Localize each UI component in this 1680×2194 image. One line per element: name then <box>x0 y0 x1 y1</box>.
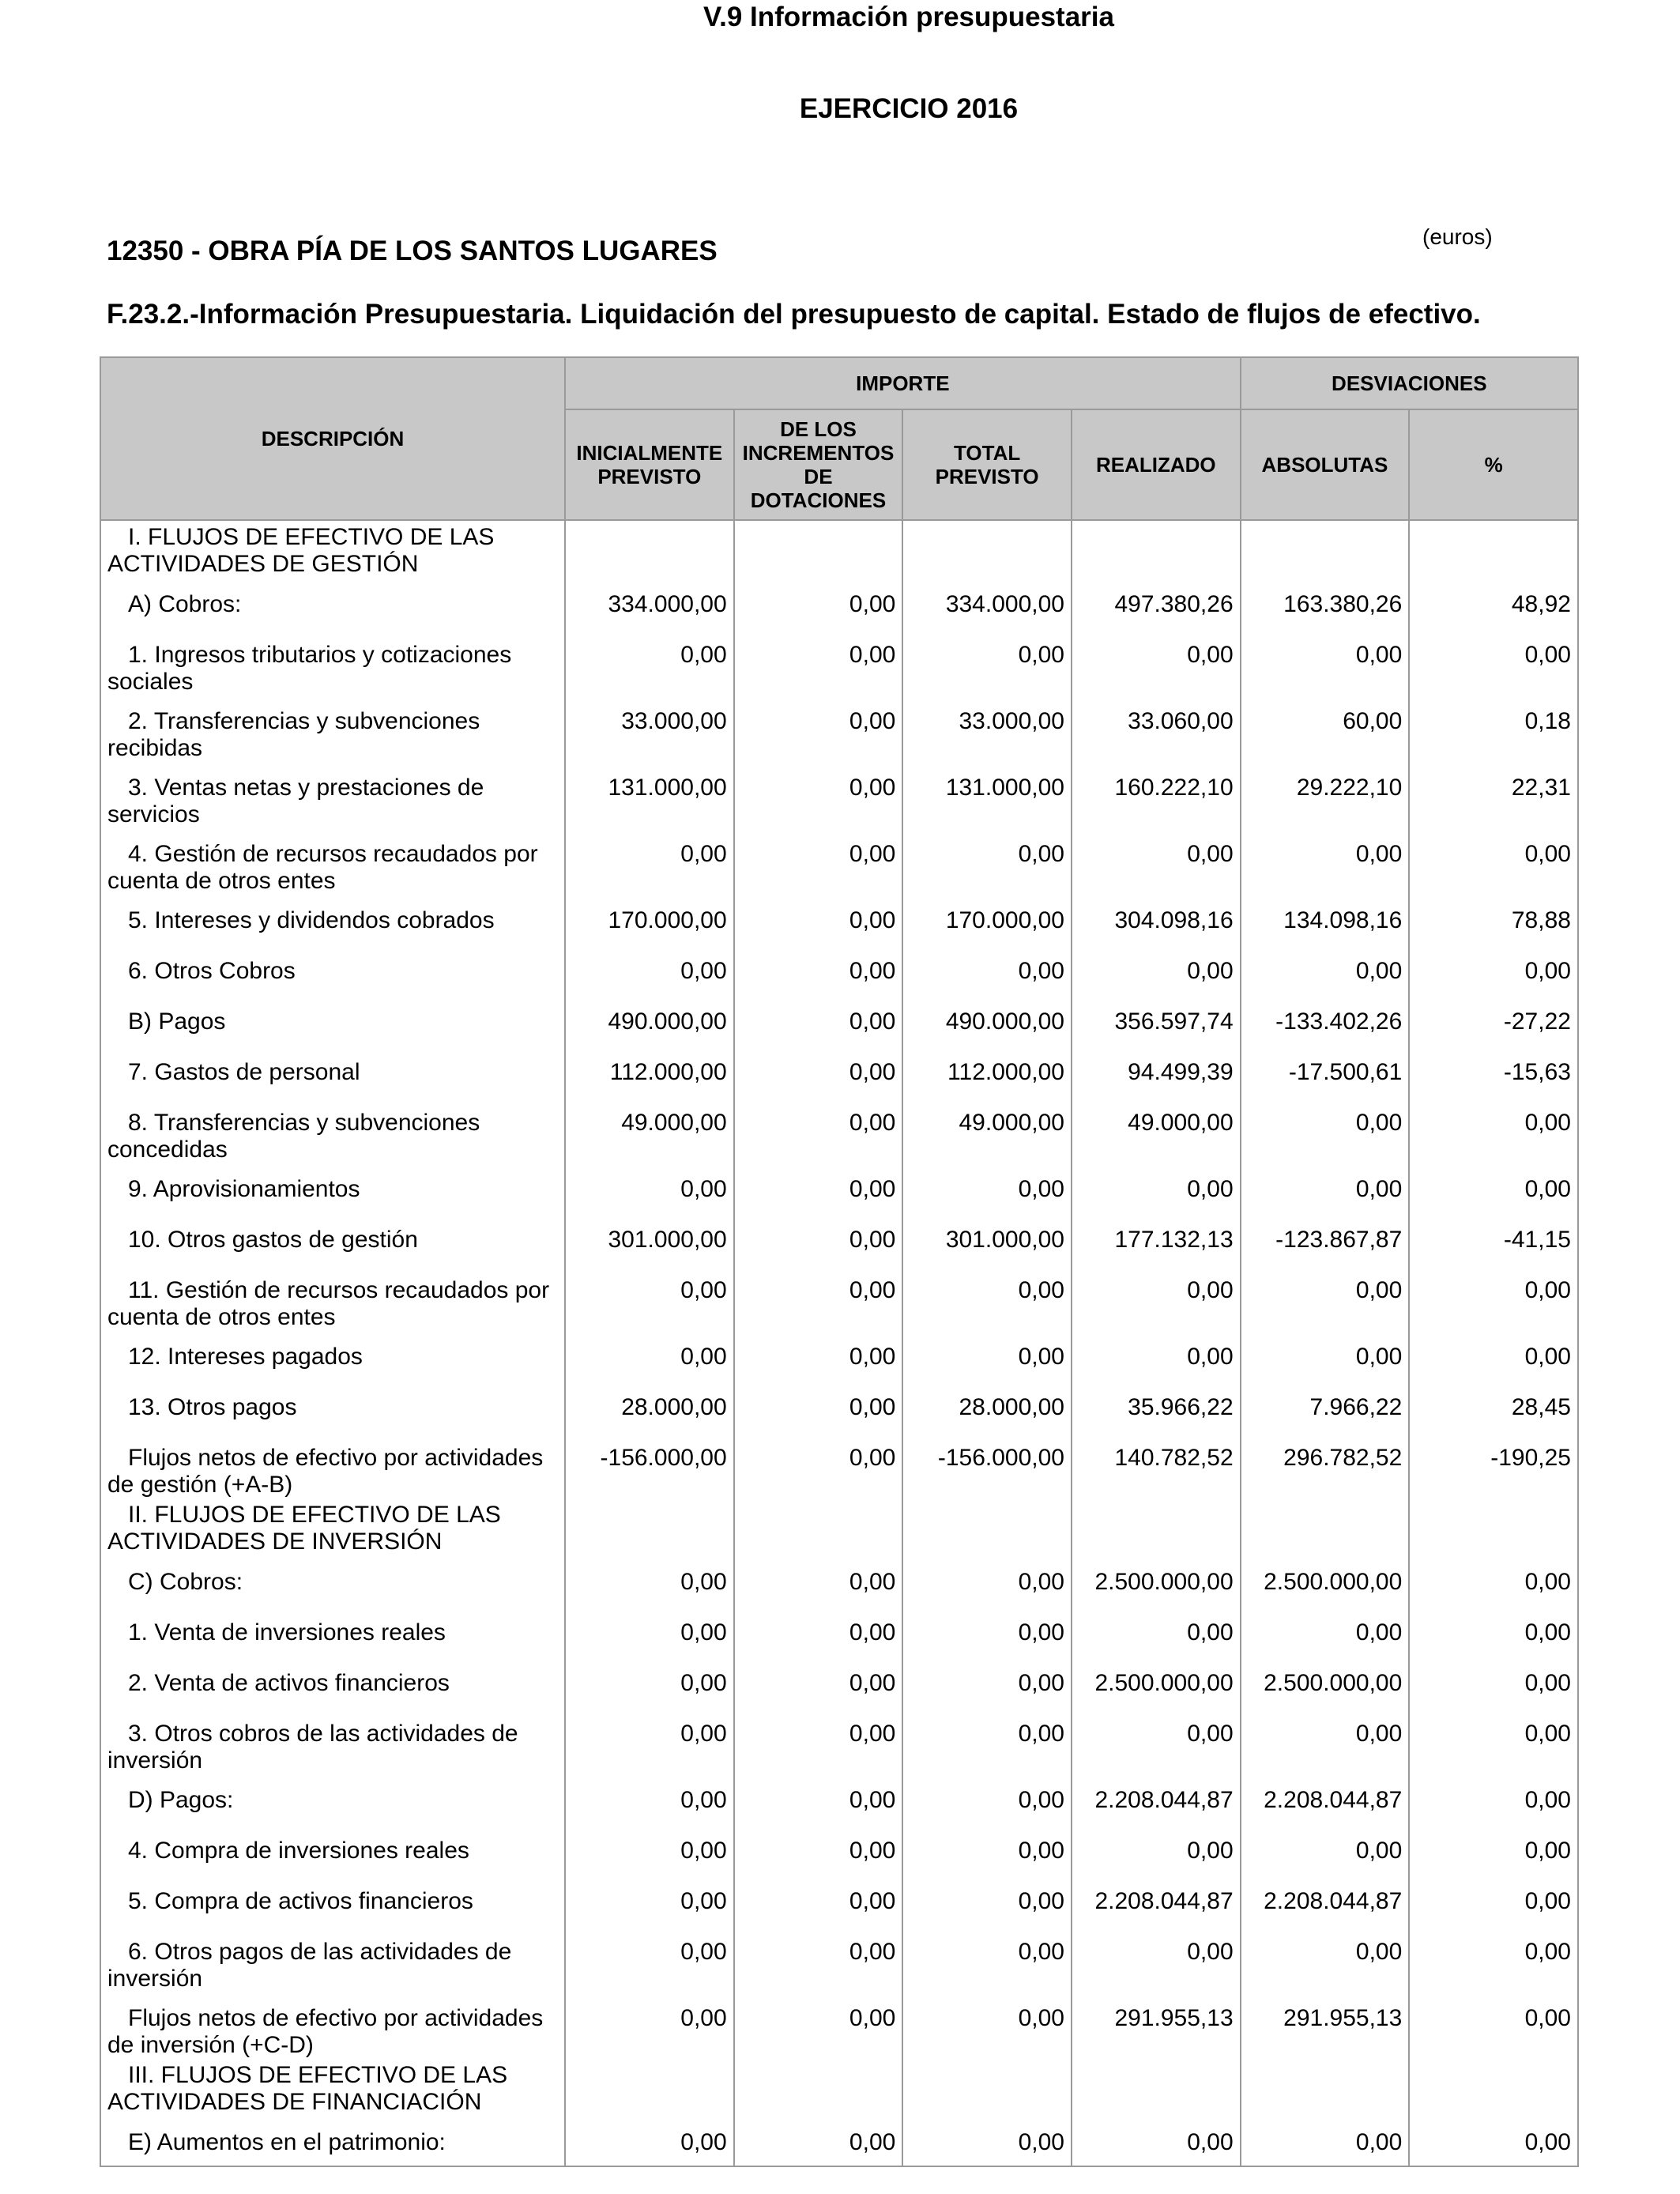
total-cell: 33.000,00 <box>902 696 1072 762</box>
percent-cell: 0,18 <box>1409 696 1578 762</box>
absolute-cell: -133.402,26 <box>1241 996 1410 1046</box>
table-row <box>100 579 1578 629</box>
table-row <box>100 945 1578 996</box>
realized-cell: 497.380,26 <box>1072 579 1241 629</box>
header-absolute: ABSOLUTAS <box>1241 409 1410 520</box>
description-cell <box>100 1607 565 1657</box>
initial-cell: 0,00 <box>565 1265 734 1331</box>
table-row <box>100 1432 1578 1498</box>
realized-cell: 49.000,00 <box>1072 1097 1241 1163</box>
increments-cell: 0,00 <box>734 1825 903 1875</box>
description-line-1: 2. Venta de activos financieros <box>128 1670 450 1696</box>
description-line-1: Flujos netos de efectivo por actividades <box>128 1445 544 1471</box>
table-row <box>100 1265 1578 1331</box>
realized-cell: 0,00 <box>1072 1163 1241 1214</box>
total-cell: 28.000,00 <box>902 1382 1072 1432</box>
absolute-cell: 0,00 <box>1241 1708 1410 1774</box>
percent-cell: 0,00 <box>1409 1163 1578 1214</box>
absolute-cell: 0,00 <box>1241 1926 1410 1992</box>
realized-cell: 2.208.044,87 <box>1072 1875 1241 1926</box>
realized-cell: 2.500.000,00 <box>1072 1556 1241 1607</box>
table-row <box>100 1214 1578 1265</box>
initial-cell: 334.000,00 <box>565 579 734 629</box>
absolute-cell: 0,00 <box>1241 1607 1410 1657</box>
currency-unit: (euros) <box>1422 224 1493 249</box>
absolute-cell: 163.380,26 <box>1241 579 1410 629</box>
header-percent: % <box>1409 409 1578 520</box>
header-realized: REALIZADO <box>1072 409 1241 520</box>
table-row <box>100 1657 1578 1708</box>
initial-cell: 490.000,00 <box>565 996 734 1046</box>
increments-cell: 0,00 <box>734 1926 903 1992</box>
initial-cell: 33.000,00 <box>565 696 734 762</box>
increments-cell: 0,00 <box>734 2117 903 2166</box>
increments-cell: 0,00 <box>734 895 903 945</box>
realized-cell: 94.499,39 <box>1072 1046 1241 1097</box>
percent-cell: 0,00 <box>1409 945 1578 996</box>
description-cell <box>100 1163 565 1214</box>
description-line-2: de gestión (+A-B) <box>107 1472 293 1498</box>
description-cell <box>100 696 565 762</box>
table-row <box>100 1097 1578 1163</box>
increments-cell: 0,00 <box>734 1992 903 2059</box>
description-cell <box>100 1382 565 1432</box>
absolute-cell <box>1241 1498 1410 1556</box>
percent-cell: 0,00 <box>1409 629 1578 696</box>
increments-cell: 0,00 <box>734 1432 903 1498</box>
table-body <box>100 520 1578 2166</box>
description-line-2: ACTIVIDADES DE FINANCIACIÓN <box>107 2089 482 2115</box>
percent-cell: 0,00 <box>1409 1825 1578 1875</box>
realized-cell: 0,00 <box>1072 828 1241 895</box>
description-line-1: 6. Otros pagos de las actividades de <box>128 1939 512 1965</box>
total-cell: 0,00 <box>902 1875 1072 1926</box>
description-cell <box>100 945 565 996</box>
increments-cell: 0,00 <box>734 828 903 895</box>
absolute-cell: 0,00 <box>1241 1825 1410 1875</box>
percent-cell: 0,00 <box>1409 1657 1578 1708</box>
percent-cell: 0,00 <box>1409 1708 1578 1774</box>
description-line-1: 10. Otros gastos de gestión <box>128 1227 418 1253</box>
table-row <box>100 1331 1578 1382</box>
cash-flow-table <box>100 356 1579 2167</box>
table-row <box>100 1556 1578 1607</box>
total-cell: 0,00 <box>902 1331 1072 1382</box>
description-line-1: 13. Otros pagos <box>128 1394 297 1420</box>
table-row <box>100 1825 1578 1875</box>
table-row <box>100 696 1578 762</box>
increments-cell: 0,00 <box>734 1382 903 1432</box>
increments-cell: 0,00 <box>734 1875 903 1926</box>
description-line-1: 1. Ingresos tributarios y cotizaciones <box>128 642 512 668</box>
absolute-cell: -123.867,87 <box>1241 1214 1410 1265</box>
initial-cell: 0,00 <box>565 1607 734 1657</box>
total-cell: 301.000,00 <box>902 1214 1072 1265</box>
description-cell <box>100 520 565 579</box>
description-line-1: 6. Otros Cobros <box>128 958 296 984</box>
description-cell <box>100 1097 565 1163</box>
absolute-cell: 291.955,13 <box>1241 1992 1410 2059</box>
absolute-cell: 0,00 <box>1241 945 1410 996</box>
description-line-1: III. FLUJOS DE EFECTIVO DE LAS <box>128 2062 508 2088</box>
total-cell: 0,00 <box>902 1163 1072 1214</box>
description-line-1: 3. Ventas netas y prestaciones de <box>128 775 484 801</box>
description-line-2: cuenta de otros entes <box>107 1304 336 1330</box>
realized-cell: 0,00 <box>1072 1708 1241 1774</box>
increments-cell <box>734 1498 903 1556</box>
realized-cell: 0,00 <box>1072 629 1241 696</box>
description-line-1: A) Cobros: <box>128 591 242 617</box>
percent-cell: 0,00 <box>1409 1992 1578 2059</box>
total-cell: 0,00 <box>902 945 1072 996</box>
realized-cell: 33.060,00 <box>1072 696 1241 762</box>
percent-cell: -27,22 <box>1409 996 1578 1046</box>
table-row <box>100 1163 1578 1214</box>
absolute-cell: 29.222,10 <box>1241 762 1410 828</box>
description-cell <box>100 828 565 895</box>
initial-cell: 0,00 <box>565 1774 734 1825</box>
entity-name: 12350 - OBRA PÍA DE LOS SANTOS LUGARES <box>107 236 718 266</box>
description-line-1: 11. Gestión de recursos recaudados por <box>128 1277 550 1303</box>
total-cell: 0,00 <box>902 828 1072 895</box>
initial-cell: 28.000,00 <box>565 1382 734 1432</box>
initial-cell: 131.000,00 <box>565 762 734 828</box>
description-line-2: inversión <box>107 1747 203 1774</box>
description-cell <box>100 1875 565 1926</box>
increments-cell <box>734 2059 903 2117</box>
absolute-cell: 0,00 <box>1241 1163 1410 1214</box>
description-line-1: 9. Aprovisionamientos <box>128 1176 360 1202</box>
description-cell <box>100 1331 565 1382</box>
absolute-cell: 134.098,16 <box>1241 895 1410 945</box>
percent-cell: 0,00 <box>1409 1926 1578 1992</box>
header-description: DESCRIPCIÓN <box>100 357 565 520</box>
description-line-1: B) Pagos <box>128 1008 226 1035</box>
percent-cell: 22,31 <box>1409 762 1578 828</box>
total-cell: 0,00 <box>902 629 1072 696</box>
percent-cell: 0,00 <box>1409 1265 1578 1331</box>
increments-cell: 0,00 <box>734 696 903 762</box>
increments-cell <box>734 520 903 579</box>
total-cell: 0,00 <box>902 1607 1072 1657</box>
realized-cell: 2.208.044,87 <box>1072 1774 1241 1825</box>
section-row <box>100 520 1578 579</box>
description-line-1: 5. Intereses y dividendos cobrados <box>128 907 495 933</box>
fiscal-year-title: EJERCICIO 2016 <box>799 93 1019 124</box>
realized-cell: 304.098,16 <box>1072 895 1241 945</box>
initial-cell: 301.000,00 <box>565 1214 734 1265</box>
initial-cell: 0,00 <box>565 1875 734 1926</box>
table-row <box>100 1382 1578 1432</box>
percent-cell: 78,88 <box>1409 895 1578 945</box>
percent-cell: 0,00 <box>1409 1097 1578 1163</box>
percent-cell <box>1409 1498 1578 1556</box>
total-cell <box>902 520 1072 579</box>
description-cell <box>100 762 565 828</box>
total-cell: 0,00 <box>902 1825 1072 1875</box>
description-cell <box>100 2059 565 2117</box>
increments-cell: 0,00 <box>734 1708 903 1774</box>
realized-cell: 291.955,13 <box>1072 1992 1241 2059</box>
realized-cell <box>1072 1498 1241 1556</box>
absolute-cell: 2.208.044,87 <box>1241 1875 1410 1926</box>
initial-cell <box>565 520 734 579</box>
total-cell: 490.000,00 <box>902 996 1072 1046</box>
total-cell: 0,00 <box>902 1926 1072 1992</box>
increments-cell: 0,00 <box>734 1265 903 1331</box>
description-cell <box>100 1046 565 1097</box>
initial-cell: 0,00 <box>565 1657 734 1708</box>
initial-cell: -156.000,00 <box>565 1432 734 1498</box>
increments-cell: 0,00 <box>734 629 903 696</box>
initial-cell: 0,00 <box>565 828 734 895</box>
description-cell <box>100 2117 565 2166</box>
description-cell <box>100 1657 565 1708</box>
description-cell <box>100 1774 565 1825</box>
table-row <box>100 1607 1578 1657</box>
percent-cell: 0,00 <box>1409 1331 1578 1382</box>
initial-cell: 0,00 <box>565 1163 734 1214</box>
realized-cell: 160.222,10 <box>1072 762 1241 828</box>
absolute-cell: 2.208.044,87 <box>1241 1774 1410 1825</box>
table-row <box>100 1708 1578 1774</box>
table-row <box>100 996 1578 1046</box>
absolute-cell <box>1241 520 1410 579</box>
description-cell <box>100 629 565 696</box>
total-cell: -156.000,00 <box>902 1432 1072 1498</box>
increments-cell: 0,00 <box>734 1046 903 1097</box>
total-cell: 0,00 <box>902 1265 1072 1331</box>
description-line-2: servicios <box>107 801 200 827</box>
increments-cell: 0,00 <box>734 1331 903 1382</box>
description-line-2: ACTIVIDADES DE GESTIÓN <box>107 551 419 577</box>
increments-cell: 0,00 <box>734 996 903 1046</box>
increments-cell: 0,00 <box>734 579 903 629</box>
table-row <box>100 828 1578 895</box>
increments-cell: 0,00 <box>734 762 903 828</box>
percent-cell: -15,63 <box>1409 1046 1578 1097</box>
description-line-1: 3. Otros cobros de las actividades de <box>128 1721 518 1747</box>
description-line-2: ACTIVIDADES DE INVERSIÓN <box>107 1529 443 1555</box>
description-cell <box>100 1556 565 1607</box>
realized-cell: 0,00 <box>1072 2117 1241 2166</box>
initial-cell: 0,00 <box>565 1708 734 1774</box>
description-line-1: D) Pagos: <box>128 1787 234 1813</box>
increments-cell: 0,00 <box>734 1774 903 1825</box>
percent-cell: 0,00 <box>1409 1875 1578 1926</box>
header-amount-group: IMPORTE <box>565 357 1241 409</box>
description-line-2: sociales <box>107 669 194 695</box>
absolute-cell: 0,00 <box>1241 828 1410 895</box>
initial-cell <box>565 2059 734 2117</box>
header-initial: INICIALMENTE PREVISTO <box>565 409 734 520</box>
realized-cell: 140.782,52 <box>1072 1432 1241 1498</box>
absolute-cell: 296.782,52 <box>1241 1432 1410 1498</box>
initial-cell: 0,00 <box>565 1926 734 1992</box>
section-row <box>100 2059 1578 2117</box>
initial-cell: 170.000,00 <box>565 895 734 945</box>
section-row <box>100 1498 1578 1556</box>
realized-cell <box>1072 2059 1241 2117</box>
increments-cell: 0,00 <box>734 1657 903 1708</box>
description-cell <box>100 1498 565 1556</box>
realized-cell <box>1072 520 1241 579</box>
percent-cell: -41,15 <box>1409 1214 1578 1265</box>
initial-cell: 0,00 <box>565 945 734 996</box>
description-line-1: 8. Transferencias y subvenciones <box>128 1110 480 1136</box>
description-cell <box>100 1926 565 1992</box>
increments-cell: 0,00 <box>734 1163 903 1214</box>
realized-cell: 0,00 <box>1072 1607 1241 1657</box>
total-cell: 131.000,00 <box>902 762 1072 828</box>
total-cell: 0,00 <box>902 1556 1072 1607</box>
realized-cell: 0,00 <box>1072 1265 1241 1331</box>
description-cell <box>100 1432 565 1498</box>
total-cell <box>902 2059 1072 2117</box>
increments-cell: 0,00 <box>734 1556 903 1607</box>
absolute-cell: 0,00 <box>1241 1265 1410 1331</box>
increments-cell: 0,00 <box>734 945 903 996</box>
description-cell <box>100 1214 565 1265</box>
description-line-1: 4. Gestión de recursos recaudados por <box>128 841 538 867</box>
table-row <box>100 1875 1578 1926</box>
absolute-cell: 2.500.000,00 <box>1241 1556 1410 1607</box>
absolute-cell: 0,00 <box>1241 1097 1410 1163</box>
absolute-cell: 0,00 <box>1241 629 1410 696</box>
initial-cell: 0,00 <box>565 1992 734 2059</box>
initial-cell: 0,00 <box>565 1331 734 1382</box>
table-row <box>100 1992 1578 2059</box>
description-line-1: E) Aumentos en el patrimonio: <box>128 2129 446 2155</box>
percent-cell: 0,00 <box>1409 1774 1578 1825</box>
table-row <box>100 1774 1578 1825</box>
header-increments: DE LOS INCREMENTOS DE DOTACIONES <box>734 409 903 520</box>
description-line-1: 2. Transferencias y subvenciones <box>128 708 480 734</box>
initial-cell: 49.000,00 <box>565 1097 734 1163</box>
description-cell <box>100 1992 565 2059</box>
percent-cell: 0,00 <box>1409 1556 1578 1607</box>
description-line-1: II. FLUJOS DE EFECTIVO DE LAS <box>128 1502 501 1528</box>
realized-cell: 0,00 <box>1072 945 1241 996</box>
table-row <box>100 629 1578 696</box>
description-cell <box>100 895 565 945</box>
absolute-cell: 7.966,22 <box>1241 1382 1410 1432</box>
header-deviations-group: DESVIACIONES <box>1241 357 1578 409</box>
page-title: V.9 Información presupuestaria <box>703 2 1114 32</box>
total-cell: 0,00 <box>902 1992 1072 2059</box>
initial-cell: 112.000,00 <box>565 1046 734 1097</box>
absolute-cell: -17.500,61 <box>1241 1046 1410 1097</box>
initial-cell: 0,00 <box>565 2117 734 2166</box>
header-total: TOTAL PREVISTO <box>902 409 1072 520</box>
realized-cell: 0,00 <box>1072 1926 1241 1992</box>
percent-cell: 48,92 <box>1409 579 1578 629</box>
realized-cell: 0,00 <box>1072 1825 1241 1875</box>
description-line-2: cuenta de otros entes <box>107 868 336 894</box>
percent-cell: 0,00 <box>1409 828 1578 895</box>
initial-cell: 0,00 <box>565 1556 734 1607</box>
description-line-1: C) Cobros: <box>128 1569 243 1595</box>
description-line-2: recibidas <box>107 735 203 761</box>
report-title: F.23.2.-Información Presupuestaria. Liquidación del presupuesto de capital. Estado de flujos de efectivo. <box>107 299 1481 330</box>
percent-cell <box>1409 2059 1578 2117</box>
total-cell: 112.000,00 <box>902 1046 1072 1097</box>
total-cell: 170.000,00 <box>902 895 1072 945</box>
increments-cell: 0,00 <box>734 1214 903 1265</box>
table-row <box>100 762 1578 828</box>
table-row <box>100 1926 1578 1992</box>
description-line-1: 12. Intereses pagados <box>128 1344 363 1370</box>
absolute-cell: 2.500.000,00 <box>1241 1657 1410 1708</box>
total-cell: 0,00 <box>902 2117 1072 2166</box>
percent-cell: 0,00 <box>1409 2117 1578 2166</box>
realized-cell: 0,00 <box>1072 1331 1241 1382</box>
description-cell <box>100 996 565 1046</box>
description-cell <box>100 579 565 629</box>
realized-cell: 177.132,13 <box>1072 1214 1241 1265</box>
percent-cell: -190,25 <box>1409 1432 1578 1498</box>
percent-cell: 0,00 <box>1409 1607 1578 1657</box>
realized-cell: 2.500.000,00 <box>1072 1657 1241 1708</box>
description-line-1: 7. Gastos de personal <box>128 1059 360 1085</box>
description-line-1: 4. Compra de inversiones reales <box>128 1838 469 1864</box>
total-cell: 49.000,00 <box>902 1097 1072 1163</box>
total-cell: 334.000,00 <box>902 579 1072 629</box>
total-cell: 0,00 <box>902 1774 1072 1825</box>
description-cell <box>100 1265 565 1331</box>
initial-cell: 0,00 <box>565 1825 734 1875</box>
absolute-cell <box>1241 2059 1410 2117</box>
description-line-2: de inversión (+C-D) <box>107 2032 314 2058</box>
table-row <box>100 2117 1578 2166</box>
realized-cell: 35.966,22 <box>1072 1382 1241 1432</box>
description-line-2: inversión <box>107 1966 203 1992</box>
total-cell <box>902 1498 1072 1556</box>
increments-cell: 0,00 <box>734 1097 903 1163</box>
description-cell <box>100 1708 565 1774</box>
total-cell: 0,00 <box>902 1657 1072 1708</box>
description-line-1: 5. Compra de activos financieros <box>128 1888 473 1914</box>
absolute-cell: 60,00 <box>1241 696 1410 762</box>
total-cell: 0,00 <box>902 1708 1072 1774</box>
description-cell <box>100 1825 565 1875</box>
description-line-1: I. FLUJOS DE EFECTIVO DE LAS <box>128 524 495 550</box>
initial-cell <box>565 1498 734 1556</box>
increments-cell: 0,00 <box>734 1607 903 1657</box>
percent-cell <box>1409 520 1578 579</box>
table-row <box>100 1046 1578 1097</box>
realized-cell: 356.597,74 <box>1072 996 1241 1046</box>
absolute-cell: 0,00 <box>1241 2117 1410 2166</box>
initial-cell: 0,00 <box>565 629 734 696</box>
description-line-1: 1. Venta de inversiones reales <box>128 1619 446 1646</box>
percent-cell: 28,45 <box>1409 1382 1578 1432</box>
description-line-1: Flujos netos de efectivo por actividades <box>128 2005 544 2031</box>
table-row <box>100 895 1578 945</box>
absolute-cell: 0,00 <box>1241 1331 1410 1382</box>
description-line-2: concedidas <box>107 1137 228 1163</box>
